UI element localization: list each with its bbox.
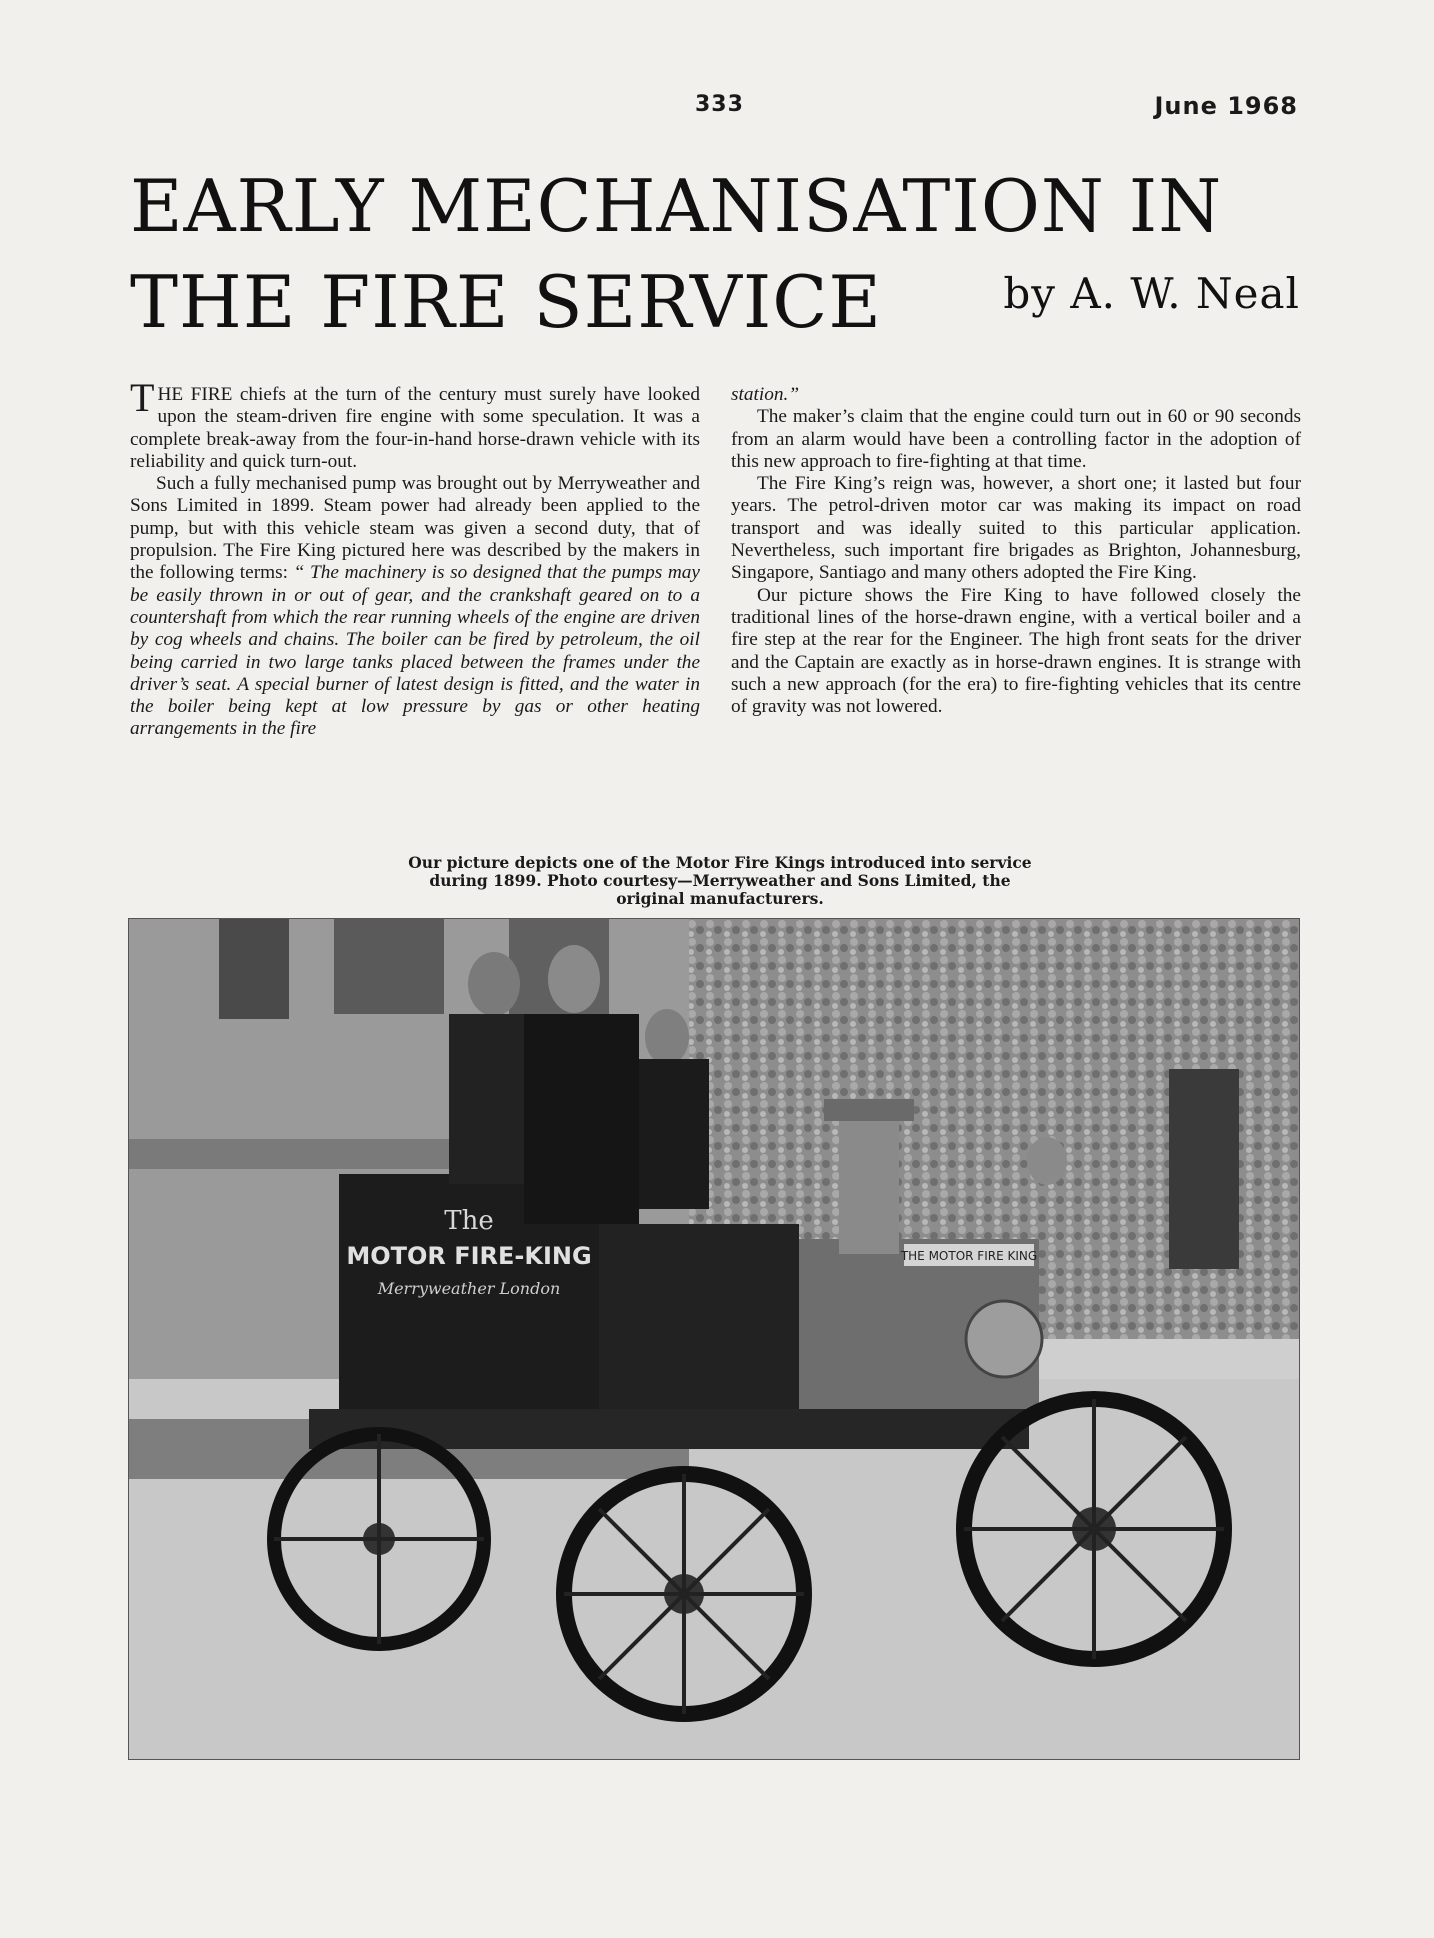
third-man-body bbox=[639, 1059, 709, 1209]
page-header bbox=[130, 92, 1298, 126]
paragraph-2 bbox=[130, 473, 700, 741]
issue-date: June 1968 bbox=[1154, 92, 1298, 120]
doorway bbox=[1169, 1069, 1239, 1269]
left-column bbox=[130, 375, 700, 741]
driver-head bbox=[468, 952, 520, 1016]
boiler-chimney bbox=[839, 1114, 899, 1254]
panel-the: The bbox=[444, 1206, 494, 1236]
drop-cap: T bbox=[130, 375, 155, 420]
captain-head bbox=[548, 945, 600, 1013]
engineer-head bbox=[1027, 1137, 1067, 1185]
paragraph-1-text: HE FIRE chiefs at the turn of the century must surely have looked upon the steam-driven fire engine with some speculation. It was a complete break-away from the four-in-hand horse-drawn vehicle with its reliability and quick turn-out. bbox=[130, 384, 700, 472]
paragraph-5: Our picture shows the Fire King to have followed closely the traditional lines of the horse-drawn engine, with a vertical boiler and a fire step at the rear for the Engineer. The high front seats for the driver and the Captain are exactly as in horse-drawn engines. It is strange with such a new approach (for the era) to fire-fighting vehicles that its centre of gravity was not lowered. bbox=[731, 584, 1301, 718]
captain-body bbox=[524, 1014, 639, 1224]
paragraph-1 bbox=[130, 375, 700, 473]
fire-engine-illustration bbox=[129, 919, 1299, 1759]
paragraph-3: The maker’s claim that the engine could turn out in 60 or 90 seconds from an alarm would have been a controlling factor in the adoption of this new approach to fire-fighting at that time. bbox=[731, 406, 1301, 472]
panel-name: MOTOR FIRE-KING bbox=[346, 1242, 592, 1270]
article-title bbox=[130, 158, 1300, 350]
body-middle bbox=[599, 1224, 799, 1414]
fire-king-photo bbox=[128, 918, 1300, 1760]
maker-quote: “ The machinery is so designed that the pumps may be easily thrown in or out of gear, and the crankshaft geared on to a countershaft from which the rear running wheels of the engine are driven by cog wheels and chains. The boiler can be fired by petroleum, the oil being carried in two large tanks placed between the frames under the driver’s seat. A special burner of latest design is fitted, and the water in the boiler being kept at low pressure by gas or other heating arrangements in the fire bbox=[130, 562, 700, 740]
paragraph-4: The Fire King’s reign was, however, a short one; it lasted but four years. The petrol-driven motor car was making its impact on road transport and was ideally suited to this particular application. Nevertheless, such important fire brigades as Brighton, Johannesburg, Singapore, Santiago and many others adopted the Fire King. bbox=[731, 473, 1301, 584]
boiler-plate: THE MOTOR FIRE KING bbox=[900, 1249, 1038, 1263]
paragraph-2-intro: Such a fully mechanised pump was brought out by Merryweather and Sons Limited in 1899. Steam power had already been applied to the pump, but with this vehicle steam was given a second duty, that of propulsion. The Fire King pictured here was described by the makers in the following terms: bbox=[130, 473, 700, 584]
quote-end: station.” bbox=[731, 384, 800, 405]
title-line-2-row bbox=[130, 254, 1300, 350]
photo-caption: Our picture depicts one of the Motor Fire Kings introduced into service during 1899. Photo courtesy—Merryweather and Sons Limited, the original manufacturers. bbox=[408, 853, 1032, 908]
chimney-cap bbox=[824, 1099, 914, 1121]
title-line-2: THE FIRE SERVICE bbox=[130, 260, 882, 344]
panel-maker: Merryweather London bbox=[377, 1279, 561, 1298]
window-middle bbox=[334, 919, 444, 1014]
maker-badge bbox=[966, 1301, 1042, 1377]
window-left bbox=[219, 919, 289, 1019]
page-number: 333 bbox=[695, 92, 744, 117]
third-man-head bbox=[645, 1009, 689, 1065]
right-column bbox=[731, 384, 1301, 718]
title-line-1: EARLY MECHANISATION IN bbox=[130, 164, 1223, 248]
byline: by A. W. Neal bbox=[1003, 269, 1300, 318]
